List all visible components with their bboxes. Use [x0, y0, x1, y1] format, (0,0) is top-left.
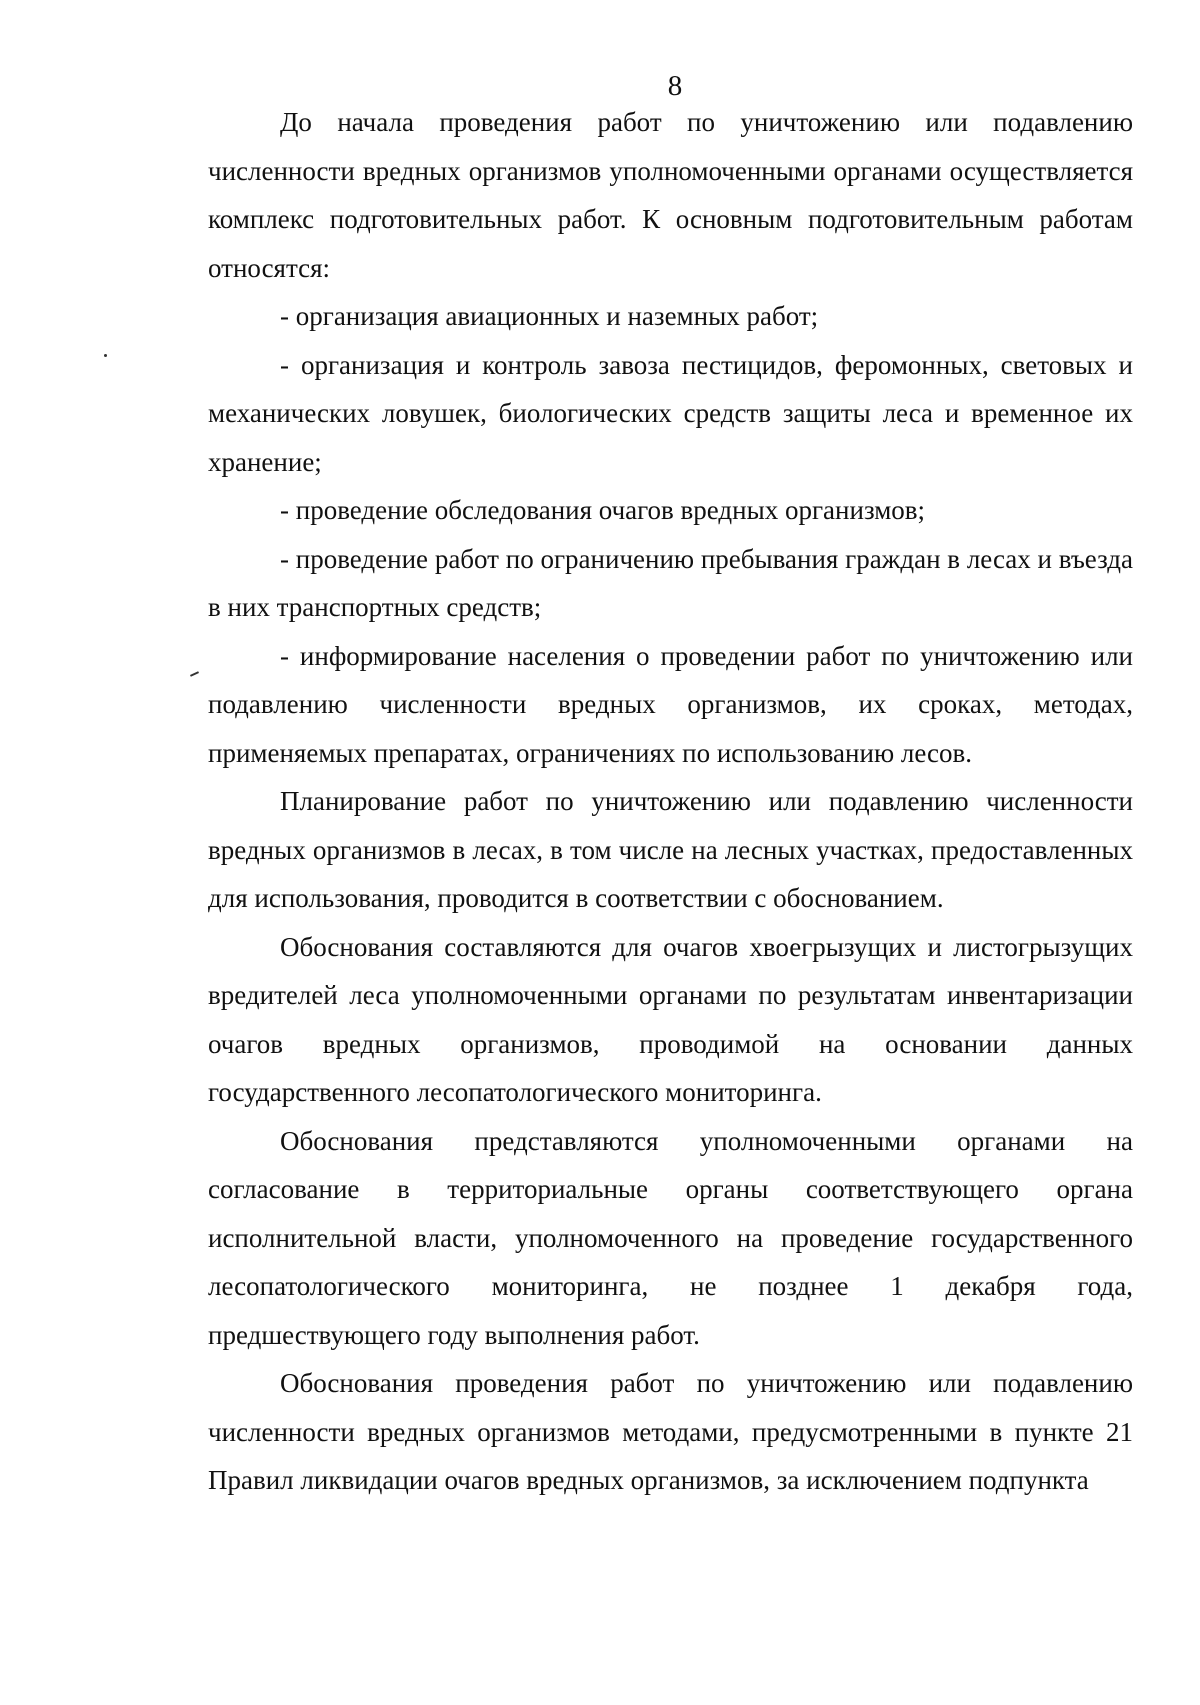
paragraph-justifications-compiled: Обоснования составляются для очагов хвоегрызущих и листогрызущих вредителей леса уполномоченными органами по результатам инвентаризации очагов вредных организмов, проводимой на основании данных государственного лесопатологического мониторинга.	[208, 931, 1133, 1107]
list-item-inform-population: - информирование населения о проведении работ по уничтожению или подавлению численности вредных организмов, их сроках, методах, применяемых препаратах, ограничениях по использованию лесов.	[208, 640, 1133, 768]
scan-artifact-dot	[104, 354, 107, 357]
list-item-pesticides-delivery: - организация и контроль завоза пестицидов, феромонных, световых и механических ловушек, биологических средств защиты леса и временное их хранение;	[208, 349, 1133, 477]
document-body	[208, 98, 1133, 1505]
page-number: 8	[667, 70, 683, 102]
scan-artifact-dash	[190, 671, 199, 677]
paragraph-preparatory-works: До начала проведения работ по уничтожению или подавлению численности вредных организмов уполномоченными органами осуществляется комплекс подготовительных работ. К основным подготовительным работам относятся:	[208, 107, 1133, 283]
paragraph-justifications-methods: Обоснования проведения работ по уничтожению или подавлению численности вредных организмов методами, предусмотренными в пункте 21 Правил ликвидации очагов вредных организмов, за исключением подпункта	[208, 1368, 1133, 1495]
list-item-aviation-ground-works: - организация авиационных и наземных работ;	[280, 301, 819, 331]
list-item-survey-foci: - проведение обследования очагов вредных организмов;	[280, 495, 926, 525]
list-item-restrict-access: - проведение работ по ограничению пребывания граждан в лесах и въезда в них транспортных средств;	[208, 543, 1133, 622]
paragraph-justifications-submitted: Обоснования представляются уполномоченными органами на согласование в территориальные органы соответствующего органа исполнительной власти, уполномоченного на проведение государственного лесопатологического мониторинга, не позднее 1 декабря года, предшествующего году выполнения работ.	[208, 1125, 1133, 1350]
paragraph-planning: Планирование работ по уничтожению или подавлению численности вредных организмов в лесах, в том числе на лесных участках, предоставленных для использования, проводится в соответствии с обоснованием.	[208, 786, 1133, 913]
